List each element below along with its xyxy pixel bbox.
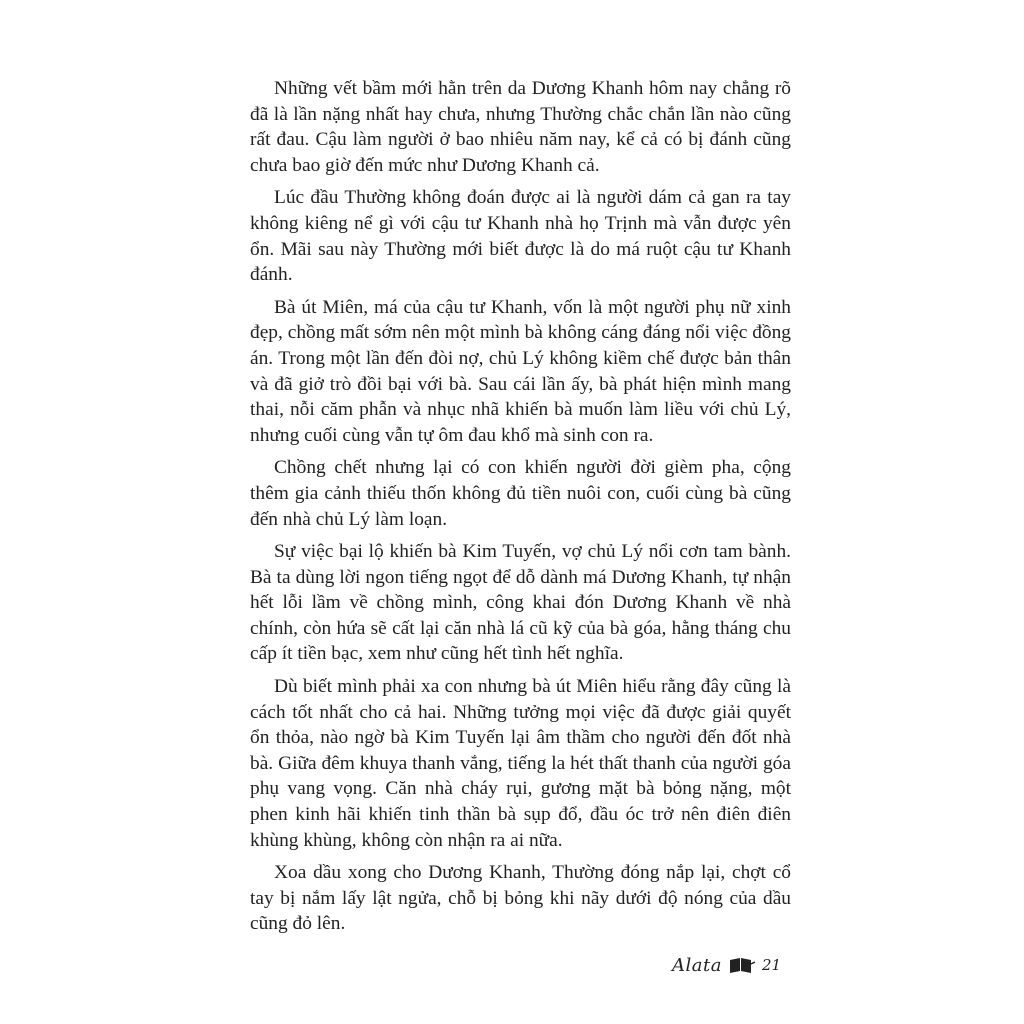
page-number: 21 <box>761 956 782 974</box>
paragraph: Dù biết mình phải xa con nhưng bà út Miên hiểu rằng đây cũng là cách tốt nhất cho cả hai. Những tưởng mọi việc đã được giải quyết ổn thỏa, nào ngờ bà Kim Tuyến lại âm thầm cho người đến đốt nhà bà. Giữa đêm khuya thanh vắng, tiếng la hét thất thanh của người góa phụ vang vọng. Căn nhà cháy rụi, gương mặt bà bỏng nặng, một phen kinh hãi khiến tinh thần bà sụp đổ, đầu óc trở nên điên điên khùng khùng, không còn nhận ra ai nữa. <box>250 676 791 851</box>
book-logo-icon <box>728 956 756 974</box>
page-footer <box>672 950 802 980</box>
paragraph: Chồng chết nhưng lại có con khiến người đời gièm pha, cộng thêm gia cảnh thiếu thốn không đủ tiền nuôi con, cuối cùng bà cũng đến nhà chủ Lý làm loạn. <box>250 457 791 530</box>
page-body <box>250 76 791 944</box>
paragraph: Sự việc bại lộ khiến bà Kim Tuyến, vợ chủ Lý nổi cơn tam bành. Bà ta dùng lời ngon tiếng ngọt để dỗ dành má Dương Khanh, tự nhận hết lỗi lầm về chồng mình, công khai đón Dương Khanh về nhà chính, còn hứa sẽ cất lại căn nhà lá cũ kỹ của bà góa, hằng tháng chu cấp ít tiền bạc, xem như cũng hết tình hết nghĩa. <box>250 541 791 665</box>
paragraph: Những vết bầm mới hằn trên da Dương Khanh hôm nay chẳng rõ đã là lần nặng nhất hay chưa, nhưng Thường chắc chắn lần nào cũng rất đau. Cậu làm người ở bao nhiêu năm nay, kể cả có bị đánh cũng chưa bao giờ đến mức như Dương Khanh cả. <box>250 78 791 176</box>
publisher-brand: Alata <box>672 954 722 976</box>
paragraph: Bà út Miên, má của cậu tư Khanh, vốn là một người phụ nữ xinh đẹp, chồng mất sớm nên một mình bà không cáng đáng nổi việc đồng án. Trong một lần đến đòi nợ, chủ Lý không kiềm chế được bản thân và đã giở trò đồi bại với bà. Sau cái lần ấy, bà phát hiện mình mang thai, nỗi căm phẫn và nhục nhã khiến bà muốn làm liều với chủ Lý, nhưng cuối cùng vẫn tự ôm đau khổ mà sinh con ra. <box>250 296 791 446</box>
paragraph: Xoa dầu xong cho Dương Khanh, Thường đóng nắp lại, chợt cổ tay bị nắm lấy lật ngửa, chỗ bị bỏng khi nãy dưới độ nóng của dầu cũng đỏ lên. <box>250 862 791 935</box>
paragraph: Lúc đầu Thường không đoán được ai là người dám cả gan ra tay không kiêng nể gì với cậu tư Khanh nhà họ Trịnh mà vẫn được yên ổn. Mãi sau này Thường mới biết được là do má ruột cậu tư Khanh đánh. <box>250 187 791 286</box>
